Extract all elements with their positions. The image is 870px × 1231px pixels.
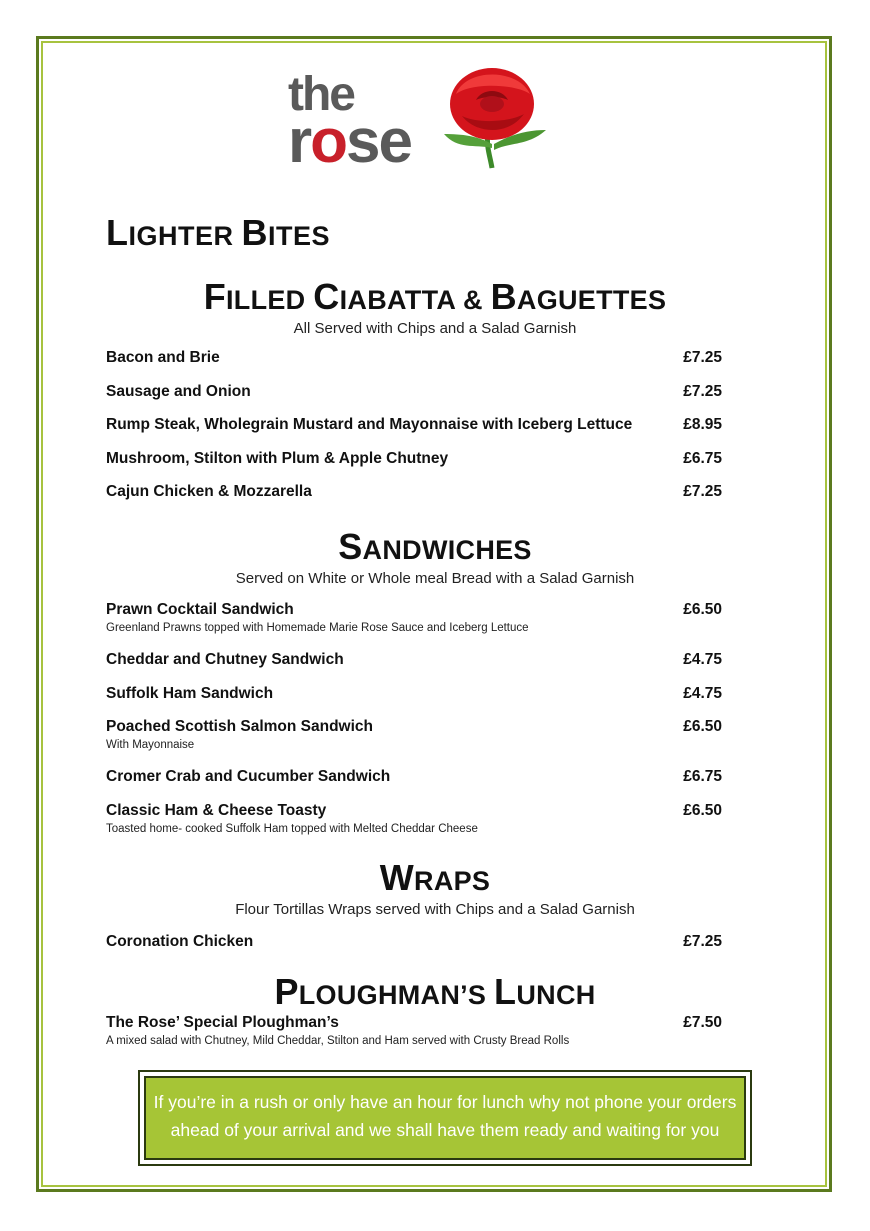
item-price: £6.50	[683, 718, 722, 735]
item-name: Bacon and Brie	[106, 349, 220, 366]
item-description: A mixed salad with Chutney, Mild Cheddar, Stilton and Ham served with Crusty Bread Rolls	[106, 1035, 570, 1047]
page-title: LIGHTER BITES	[106, 212, 331, 253]
item-description: With Mayonnaise	[106, 739, 195, 751]
menu-item	[106, 1014, 722, 1047]
item-price: £6.75	[683, 768, 722, 785]
menu-item	[106, 416, 722, 434]
item-name: Coronation Chicken	[106, 933, 254, 950]
section-subtitle: Served on White or Whole meal Bread with a Salad Garnish	[235, 570, 635, 587]
item-price: £4.75	[683, 651, 722, 668]
item-name: Cajun Chicken & Mozzarella	[106, 483, 312, 500]
menu-item	[106, 383, 722, 401]
menu-item	[106, 483, 722, 501]
notice-line: If you’re in a rush or only have an hour for lunch why not phone your orders	[153, 1092, 737, 1112]
item-description: Toasted home- cooked Suffolk Ham topped with Melted Cheddar Cheese	[106, 823, 478, 835]
item-name: Suffolk Ham Sandwich	[106, 685, 274, 702]
menu-item	[106, 601, 722, 634]
menu-item	[106, 718, 722, 751]
item-name: Prawn Cocktail Sandwich	[106, 601, 294, 618]
section-ploughmans-header	[0, 971, 870, 1013]
section-wraps-header	[0, 857, 870, 918]
menu-item	[106, 802, 722, 835]
item-name: The Rose’ Special Ploughman’s	[106, 1014, 339, 1031]
menu-item	[106, 450, 722, 468]
item-name: Cheddar and Chutney Sandwich	[106, 651, 344, 668]
item-price: £7.25	[683, 349, 722, 366]
item-name: Mushroom, Stilton with Plum & Apple Chutney	[106, 450, 449, 467]
item-name: Sausage and Onion	[106, 383, 251, 400]
item-price: £6.50	[683, 601, 722, 618]
section-title: WRAPS	[379, 857, 491, 898]
notice-line: ahead of your arrival and we shall have them ready and waiting for you	[170, 1120, 720, 1140]
section-title: FILLED CIABATTA & BAGUETTES	[203, 276, 667, 317]
menu-item	[106, 768, 722, 786]
item-price: £4.75	[683, 685, 722, 702]
item-price: £6.75	[683, 450, 722, 467]
item-price: £8.95	[683, 416, 722, 433]
section-subtitle: All Served with Chips and a Salad Garnish	[293, 320, 577, 337]
menu-item	[106, 651, 722, 669]
item-name: Classic Ham & Cheese Toasty	[106, 802, 327, 819]
item-description: Greenland Prawns topped with Homemade Marie Rose Sauce and Iceberg Lettuce	[106, 622, 529, 634]
item-price: £7.25	[683, 383, 722, 400]
item-price: £7.25	[683, 483, 722, 500]
menu-item	[106, 685, 722, 703]
section-title: SANDWICHES	[338, 526, 532, 567]
item-name: Poached Scottish Salmon Sandwich	[106, 718, 373, 735]
menu-item	[106, 933, 722, 951]
item-price: £7.25	[683, 933, 722, 950]
phone-ahead-notice	[138, 1070, 752, 1166]
section-title: PLOUGHMAN’S LUNCH	[274, 971, 596, 1012]
menu-item	[106, 349, 722, 367]
rose-icon	[436, 64, 551, 169]
logo-wordmark: the rose	[288, 68, 411, 177]
item-price: £6.50	[683, 802, 722, 819]
section-sandwiches-header	[0, 526, 870, 587]
the-rose-logo	[288, 64, 558, 177]
item-price: £7.50	[683, 1014, 722, 1031]
section-subtitle: Flour Tortillas Wraps served with Chips and a Salad Garnish	[235, 901, 635, 918]
section-ciabatta-header	[0, 276, 870, 337]
item-name: Rump Steak, Wholegrain Mustard and Mayonnaise with Iceberg Lettuce	[106, 416, 633, 433]
item-name: Cromer Crab and Cucumber Sandwich	[106, 768, 391, 785]
